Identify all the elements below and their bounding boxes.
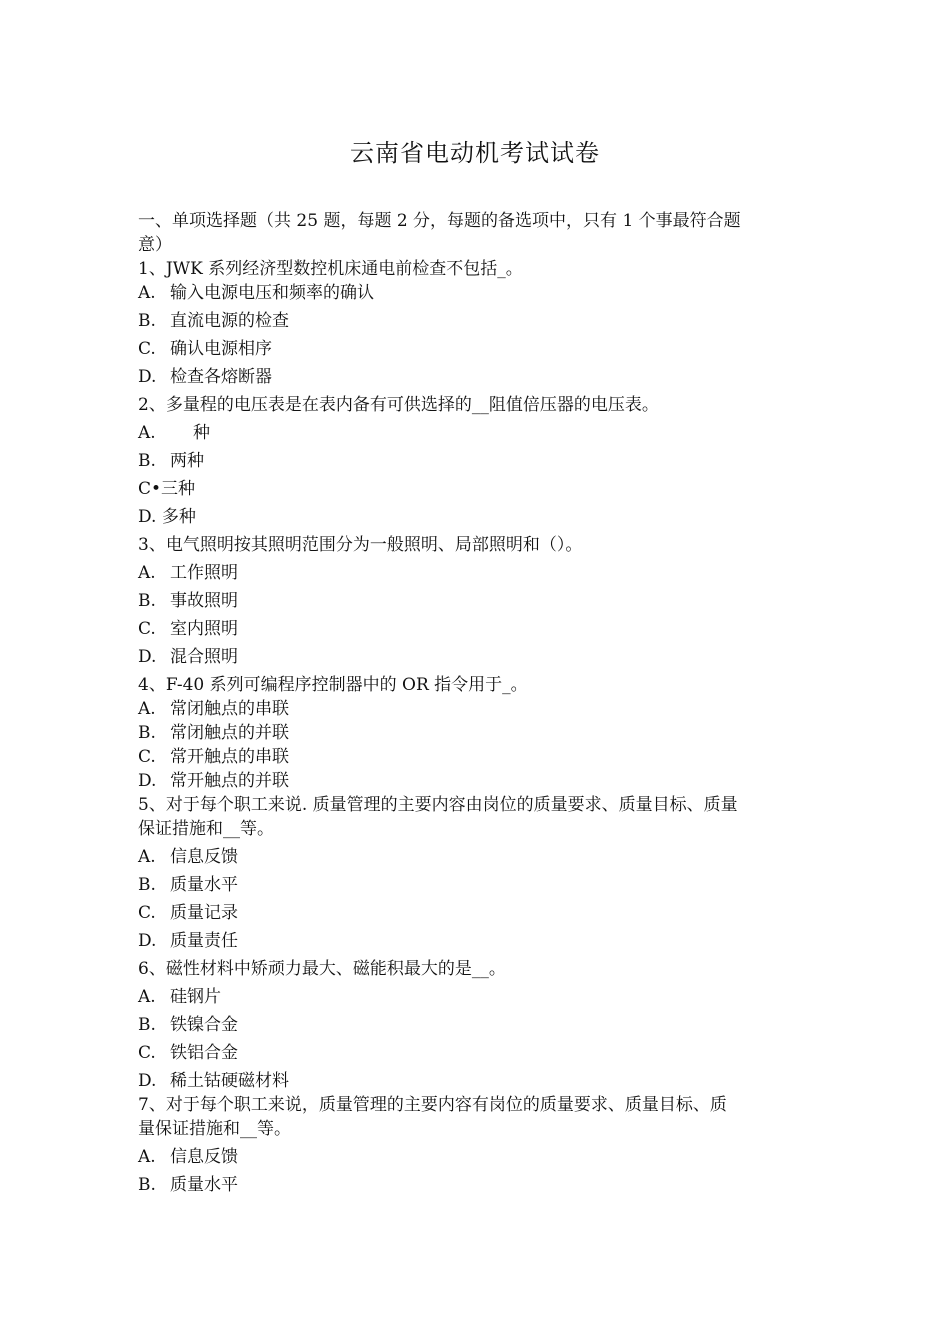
document-body [138,209,818,1197]
option-label: D. [138,1071,157,1091]
question-6-option-c [138,1041,818,1065]
question-4-stem: 4、F-40 系列可编程序控制器中的 OR 指令用于_。 [138,675,528,695]
question-2-option-d [138,505,818,529]
option-label: B. [138,723,156,743]
question-2-option-b [138,449,818,473]
question-1-option-b [138,309,818,333]
option-label: C. [138,619,156,639]
option-text: 多种 [161,507,196,527]
option-label: C. [138,339,156,359]
document-title: 云南省电动机考试试卷 [350,139,600,167]
option-label: D. [138,931,157,951]
option-label: A. [138,987,156,1007]
question-3-stem: 3、电气照明按其照明范围分为一般照明、局部照明和（）。 [138,535,583,555]
option-text: 质量责任 [170,931,238,951]
option-text: 质量记录 [170,903,238,923]
option-text: 常开触点的串联 [170,747,289,767]
option-label: A. [138,847,156,867]
option-text: 硅钢片 [170,987,221,1007]
question-3-option-d [138,645,818,669]
question-5-stem-line-1: 5、对于每个职工来说. 质量管理的主要内容由岗位的质量要求、质量目标、质量 [138,795,738,815]
option-text: 混合照明 [170,647,238,667]
question-3-option-c [138,617,818,641]
question-2-stem: 2、多量程的电压表是在表内备有可供选择的__阻值倍压器的电压表。 [138,395,659,415]
option-label: C. [138,903,156,923]
option-text: 种 [193,423,210,443]
question-3-option-b [138,589,818,613]
option-label: D. [138,367,157,387]
option-text: 信息反馈 [170,847,238,867]
option-label: A. [138,1147,156,1167]
option-label: D. [138,771,157,791]
section-heading-line-1: 一、单项选择题（共 25 题，每题 2 分，每题的备选项中，只有 1 个事最符合题 [138,211,741,231]
option-label: B. [138,451,156,471]
option-text: 稀土钴硬磁材料 [170,1071,289,1091]
question-1-option-a [138,281,818,305]
option-label: A. [138,699,156,719]
option-label: D. [138,647,157,667]
option-label: B. [138,591,156,611]
option-text: 质量水平 [170,1175,238,1195]
option-text: 质量水平 [170,875,238,895]
option-text: 常闭触点的串联 [170,699,289,719]
option-text: 常闭触点的并联 [170,723,289,743]
question-5-option-a [138,845,818,869]
option-label: A. [138,563,156,583]
option-label: C. [138,1043,156,1063]
question-6-option-b [138,1013,818,1037]
option-text: 铁铝合金 [170,1043,238,1063]
question-7-stem-line-2: 量保证措施和__等。 [138,1119,291,1139]
option-label: B. [138,1015,156,1035]
option-label: D. [138,507,157,527]
question-3-option-a [138,561,818,585]
section-heading-line-2: 意） [138,235,172,255]
question-1-option-c [138,337,818,361]
option-text: 检查各熔断器 [170,367,272,387]
option-label: C. [138,747,156,767]
option-text: 事故照明 [170,591,238,611]
question-7-option-a [138,1145,818,1169]
option-text: 确认电源相序 [170,339,272,359]
option-text: 室内照明 [170,619,238,639]
option-text: 直流电源的检查 [170,311,289,331]
option-text: 工作照明 [170,563,238,583]
question-4-option-b [138,721,818,745]
option-text: 铁镍合金 [170,1015,238,1035]
option-text: 三种 [161,479,196,499]
option-label: C• [138,479,162,499]
option-text: 输入电源电压和频率的确认 [170,283,374,303]
option-text: 信息反馈 [170,1147,238,1167]
option-label: B. [138,875,156,895]
question-7-option-b [138,1173,818,1197]
question-6-stem: 6、磁性材料中矫顽力最大、磁能积最大的是__。 [138,959,506,979]
option-text: 两种 [170,451,204,471]
option-label: B. [138,1175,156,1195]
question-1-stem: 1、JWK 系列经济型数控机床通电前检查不包括_。 [138,259,523,279]
question-2-option-a [138,421,818,445]
question-5-option-c [138,901,818,925]
question-5-option-d [138,929,818,953]
question-4-option-d [138,769,818,793]
question-2-option-c [138,477,818,501]
question-7-stem-line-1: 7、对于每个职工来说，质量管理的主要内容有岗位的质量要求、质量目标、质 [138,1095,727,1115]
option-label: B. [138,311,156,331]
question-5-option-b [138,873,818,897]
question-4-option-a [138,697,818,721]
option-text: 常开触点的并联 [170,771,289,791]
question-1-option-d [138,365,818,389]
question-6-option-a [138,985,818,1009]
question-5-stem-line-2: 保证措施和__等。 [138,819,274,839]
option-label: A. [138,283,156,303]
option-label: A. [138,423,156,443]
question-4-option-c [138,745,818,769]
question-6-option-d [138,1069,818,1093]
